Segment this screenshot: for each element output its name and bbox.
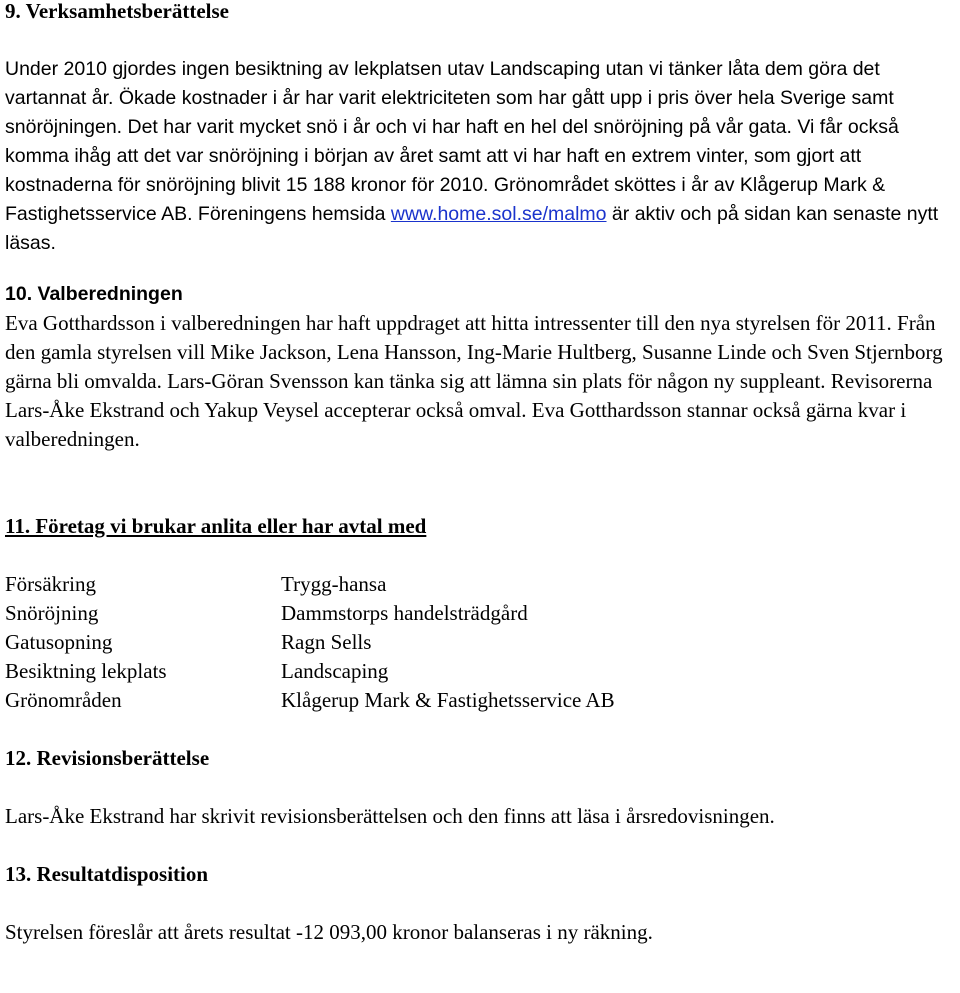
section-10-heading: 10. Valberedningen: [5, 283, 183, 305]
spacer: [5, 258, 955, 280]
section-9-body: [5, 55, 955, 258]
spacer: [5, 26, 955, 55]
section-11-heading: 11. Företag vi brukar anlita eller har avtal med: [5, 514, 427, 538]
spacer: [5, 454, 955, 512]
vendor-service: Försäkring: [5, 572, 96, 596]
section-12-body: Lars-Åke Ekstrand har skrivit revisionsberättelsen och den finns att läsa i årsredovisningen.: [5, 804, 775, 828]
spacer: [5, 831, 955, 860]
vendor-service: Gatusopning: [5, 630, 113, 654]
vendor-service: Snöröjning: [5, 601, 99, 625]
vendor-company: Klågerup Mark & Fastighetsservice AB: [281, 688, 615, 712]
spacer: [5, 773, 955, 802]
vendor-company: Landscaping: [281, 659, 389, 683]
vendor-company: Trygg-hansa: [281, 572, 387, 596]
vendor-table: [5, 570, 955, 715]
section-12-heading: 12. Revisionsberättelse: [5, 746, 210, 770]
document-page: [5, 0, 955, 947]
spacer: [5, 715, 955, 744]
section-10: [5, 280, 955, 454]
section-12: [5, 744, 955, 831]
association-website-link[interactable]: www.home.sol.se/malmo: [390, 203, 607, 225]
vendor-service: Grönområden: [5, 688, 122, 712]
vendor-company: Ragn Sells: [281, 630, 372, 654]
section-13: [5, 860, 955, 947]
spacer: [5, 541, 955, 570]
section-13-heading: 13. Resultatdisposition: [5, 862, 209, 886]
section-9-body-tail: är aktiv och på sidan kan senaste nytt läsas.: [5, 203, 939, 254]
vendor-company: Dammstorps handelsträdgård: [281, 601, 528, 625]
section-13-body: Styrelsen föreslår att årets resultat -12 093,00 kronor balanseras i ny räkning.: [5, 920, 653, 944]
section-9-heading: 9. Verksamhetsberättelse: [5, 0, 229, 23]
spacer: [5, 889, 955, 918]
section-10-body: Eva Gotthardsson i valberedningen har haft uppdraget att hitta intressenter till den nya styrelsen för 2011. Från den gamla styrelsen vill Mike Jackson, Lena Hansson, Ing-Marie Hultberg, Susanne Linde och Sven Stjernborg gärna bli omvalda. Lars-Göran Svensson kan tänka sig att lämna sin plats för någon ny suppleant. Revisorerna Lars-Åke Ekstrand och Yakup Veysel accepterar också omval. Eva Gotthardsson stannar också gärna kvar i valberedningen.: [5, 311, 943, 451]
section-9-body-text: Under 2010 gjordes ingen besiktning av lekplatsen utav Landscaping utan vi tänker låta dem göra det vartannat år. Ökade kostnader i år har varit elektriciteten som har gått upp i pris över hela Sverige samt snöröjningen. Det har varit mycket snö i år och vi har haft en hel del snöröjning på vår gata. Vi får också komma ihåg att det var snöröjning i början av året samt att vi har haft en extrem vinter, som gjort att kostnaderna för snöröjning blivit 15 188 kronor för 2010. Grönområdet sköttes i år av Klågerup Mark & Fastighetsservice AB. Föreningens hemsida: [5, 58, 899, 225]
section-11: [5, 512, 955, 715]
section-9: [5, 0, 955, 258]
vendor-service: Besiktning lekplats: [5, 659, 167, 683]
